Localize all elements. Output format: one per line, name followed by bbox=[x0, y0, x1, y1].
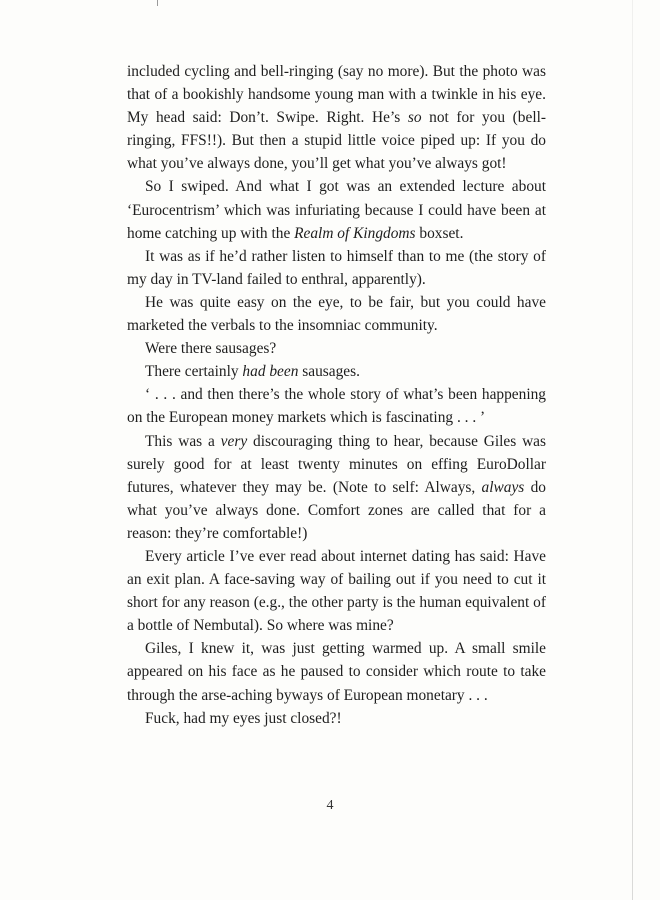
paragraph-5: Were there sausages? bbox=[145, 340, 277, 358]
paragraph-6: There certainly had been sausages. bbox=[145, 363, 360, 381]
paragraph-9: Every article I’ve ever read about internet dating has said: Have an exit plan. A face-saving way of bailing out if you need to cut it short for any reason (e.g., the other party is the human equivalent of a bottle of Nembutal). So where was mine? bbox=[127, 547, 546, 635]
paragraph-7: ‘ . . . and then there’s the whole story of what’s been happening on the European money markets which is fascinating . . . ’ bbox=[127, 386, 546, 427]
body-text bbox=[127, 60, 546, 730]
paragraph-8: This was a very discouraging thing to hear, because Giles was surely good for at least twenty minutes on effing EuroDollar futures, whatever they may be. (Note to self: Always, always do what you’ve always done. Comfort zones are called that for a reason: they’re comfortable!) bbox=[127, 432, 547, 542]
paragraph-3: It was as if he’d rather listen to himself than to me (the story of my day in TV-land failed to enthral, apparently). bbox=[127, 247, 546, 288]
paragraph-11: Fuck, had my eyes just closed?! bbox=[145, 709, 342, 727]
page-number: 4 bbox=[326, 798, 334, 813]
paragraph-10: Giles, I knew it, was just getting warmed up. A small smile appeared on his face as he paused to consider which route to take through the arse-aching byways of European monetary . . . bbox=[127, 640, 546, 704]
paragraph-1: included cycling and bell-ringing (say no more). But the photo was that of a bookishly handsome young man with a twinkle in his eye. My head said: Don’t. Swipe. Right. He’s so not for you (bell-ringing, FFS!!). But then a stupid little voice piped up: If you do what you’ve always done, you’ll get what you’ve always got! bbox=[127, 63, 546, 173]
paragraph-4: He was quite easy on the eye, to be fair, but you could have marketed the verbals to the insomniac community. bbox=[127, 293, 546, 335]
paragraph-2: So I swiped. And what I got was an extended lecture about ‘Eurocentrism’ which was infuriating because I could have been at home catching up with the Realm of Kingdoms boxset. bbox=[127, 178, 546, 242]
scan-mark bbox=[157, 0, 158, 6]
page-edge-shadow bbox=[632, 0, 633, 900]
